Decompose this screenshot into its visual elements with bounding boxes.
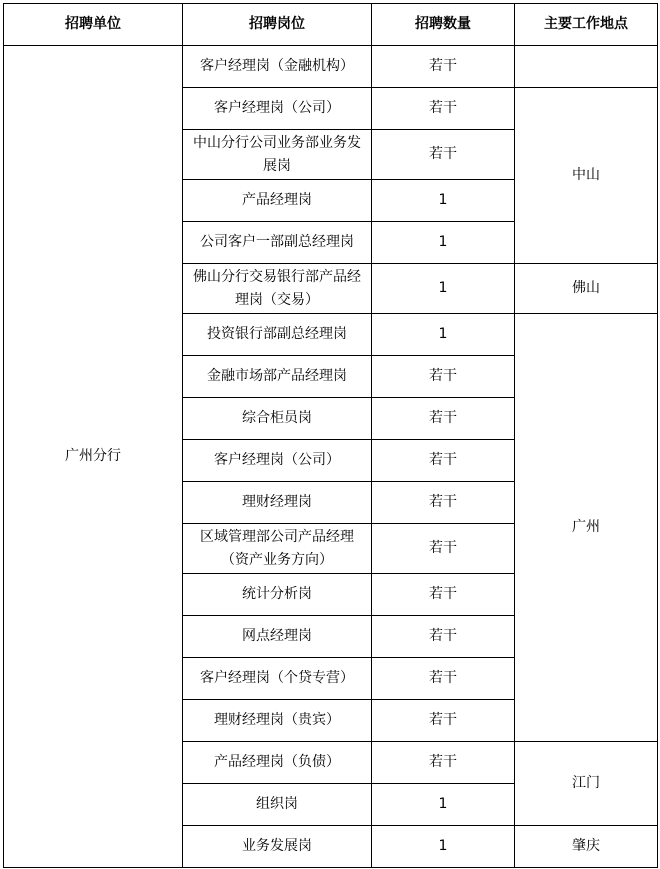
cell-position	[183, 524, 372, 574]
cell-position	[183, 130, 372, 180]
cell-count: 若干	[372, 700, 515, 742]
cell-position	[183, 356, 372, 398]
cell-count: 若干	[372, 88, 515, 130]
cell-position	[183, 742, 372, 784]
cell-location-zhongshan: 中山	[515, 88, 658, 264]
cell-count: 1	[372, 784, 515, 826]
header-location: 主要工作地点	[515, 4, 658, 46]
position-text: 理财经理岗（贵宾）	[214, 712, 340, 728]
position-text: 公司客户一部副总经理岗	[200, 234, 354, 250]
cell-count: 若干	[372, 524, 515, 574]
position-text: 客户经理岗（公司）	[214, 100, 340, 116]
cell-count: 若干	[372, 574, 515, 616]
cell-count: 若干	[372, 356, 515, 398]
position-text: 区域管理部公司产品经理（资产业务方向）	[200, 528, 354, 568]
cell-count: 若干	[372, 658, 515, 700]
table-row	[4, 46, 658, 88]
position-text: 客户经理岗（公司）	[214, 452, 340, 468]
header-position: 招聘岗位	[183, 4, 372, 46]
cell-position	[183, 222, 372, 264]
position-text: 中山分行公司业务部业务发展岗	[193, 134, 361, 174]
cell-position	[183, 700, 372, 742]
cell-count: 1	[372, 826, 515, 868]
position-text: 产品经理岗（负债）	[214, 754, 340, 770]
cell-count: 若干	[372, 130, 515, 180]
position-text: 佛山分行交易银行部产品经理岗（交易）	[193, 268, 361, 308]
cell-position	[183, 398, 372, 440]
cell-unit: 广州分行	[4, 46, 183, 868]
cell-location-foshan: 佛山	[515, 264, 658, 314]
cell-count: 1	[372, 180, 515, 222]
cell-position	[183, 180, 372, 222]
position-text: 投资银行部副总经理岗	[207, 326, 347, 342]
cell-position	[183, 482, 372, 524]
position-text: 产品经理岗	[242, 192, 312, 208]
header-unit: 招聘单位	[4, 4, 183, 46]
cell-position	[183, 440, 372, 482]
position-text: 统计分析岗	[242, 586, 312, 602]
cell-location-zhaoqing: 肇庆	[515, 826, 658, 868]
recruitment-table	[3, 3, 658, 868]
header-count: 招聘数量	[372, 4, 515, 46]
cell-count: 1	[372, 314, 515, 356]
cell-count: 若干	[372, 742, 515, 784]
position-text: 网点经理岗	[242, 628, 312, 644]
position-text: 客户经理岗（个贷专营）	[200, 670, 354, 686]
cell-location-jiangmen: 江门	[515, 742, 658, 826]
cell-position	[183, 574, 372, 616]
cell-position	[183, 46, 372, 88]
cell-position	[183, 784, 372, 826]
cell-position	[183, 88, 372, 130]
cell-count: 若干	[372, 46, 515, 88]
position-text: 组织岗	[256, 796, 298, 812]
cell-position	[183, 658, 372, 700]
cell-count: 1	[372, 264, 515, 314]
cell-count: 若干	[372, 398, 515, 440]
position-text: 业务发展岗	[242, 838, 312, 854]
cell-count: 若干	[372, 482, 515, 524]
table-header-row	[4, 4, 658, 46]
position-text: 客户经理岗（金融机构）	[200, 58, 354, 74]
position-text: 理财经理岗	[242, 494, 312, 510]
cell-count: 1	[372, 222, 515, 264]
cell-count: 若干	[372, 440, 515, 482]
cell-position	[183, 826, 372, 868]
cell-position	[183, 264, 372, 314]
position-text: 金融市场部产品经理岗	[207, 368, 347, 384]
cell-location-first	[515, 46, 658, 88]
cell-count: 若干	[372, 616, 515, 658]
position-text: 综合柜员岗	[242, 410, 312, 426]
cell-position	[183, 314, 372, 356]
cell-position	[183, 616, 372, 658]
cell-location-guangzhou: 广州	[515, 314, 658, 742]
